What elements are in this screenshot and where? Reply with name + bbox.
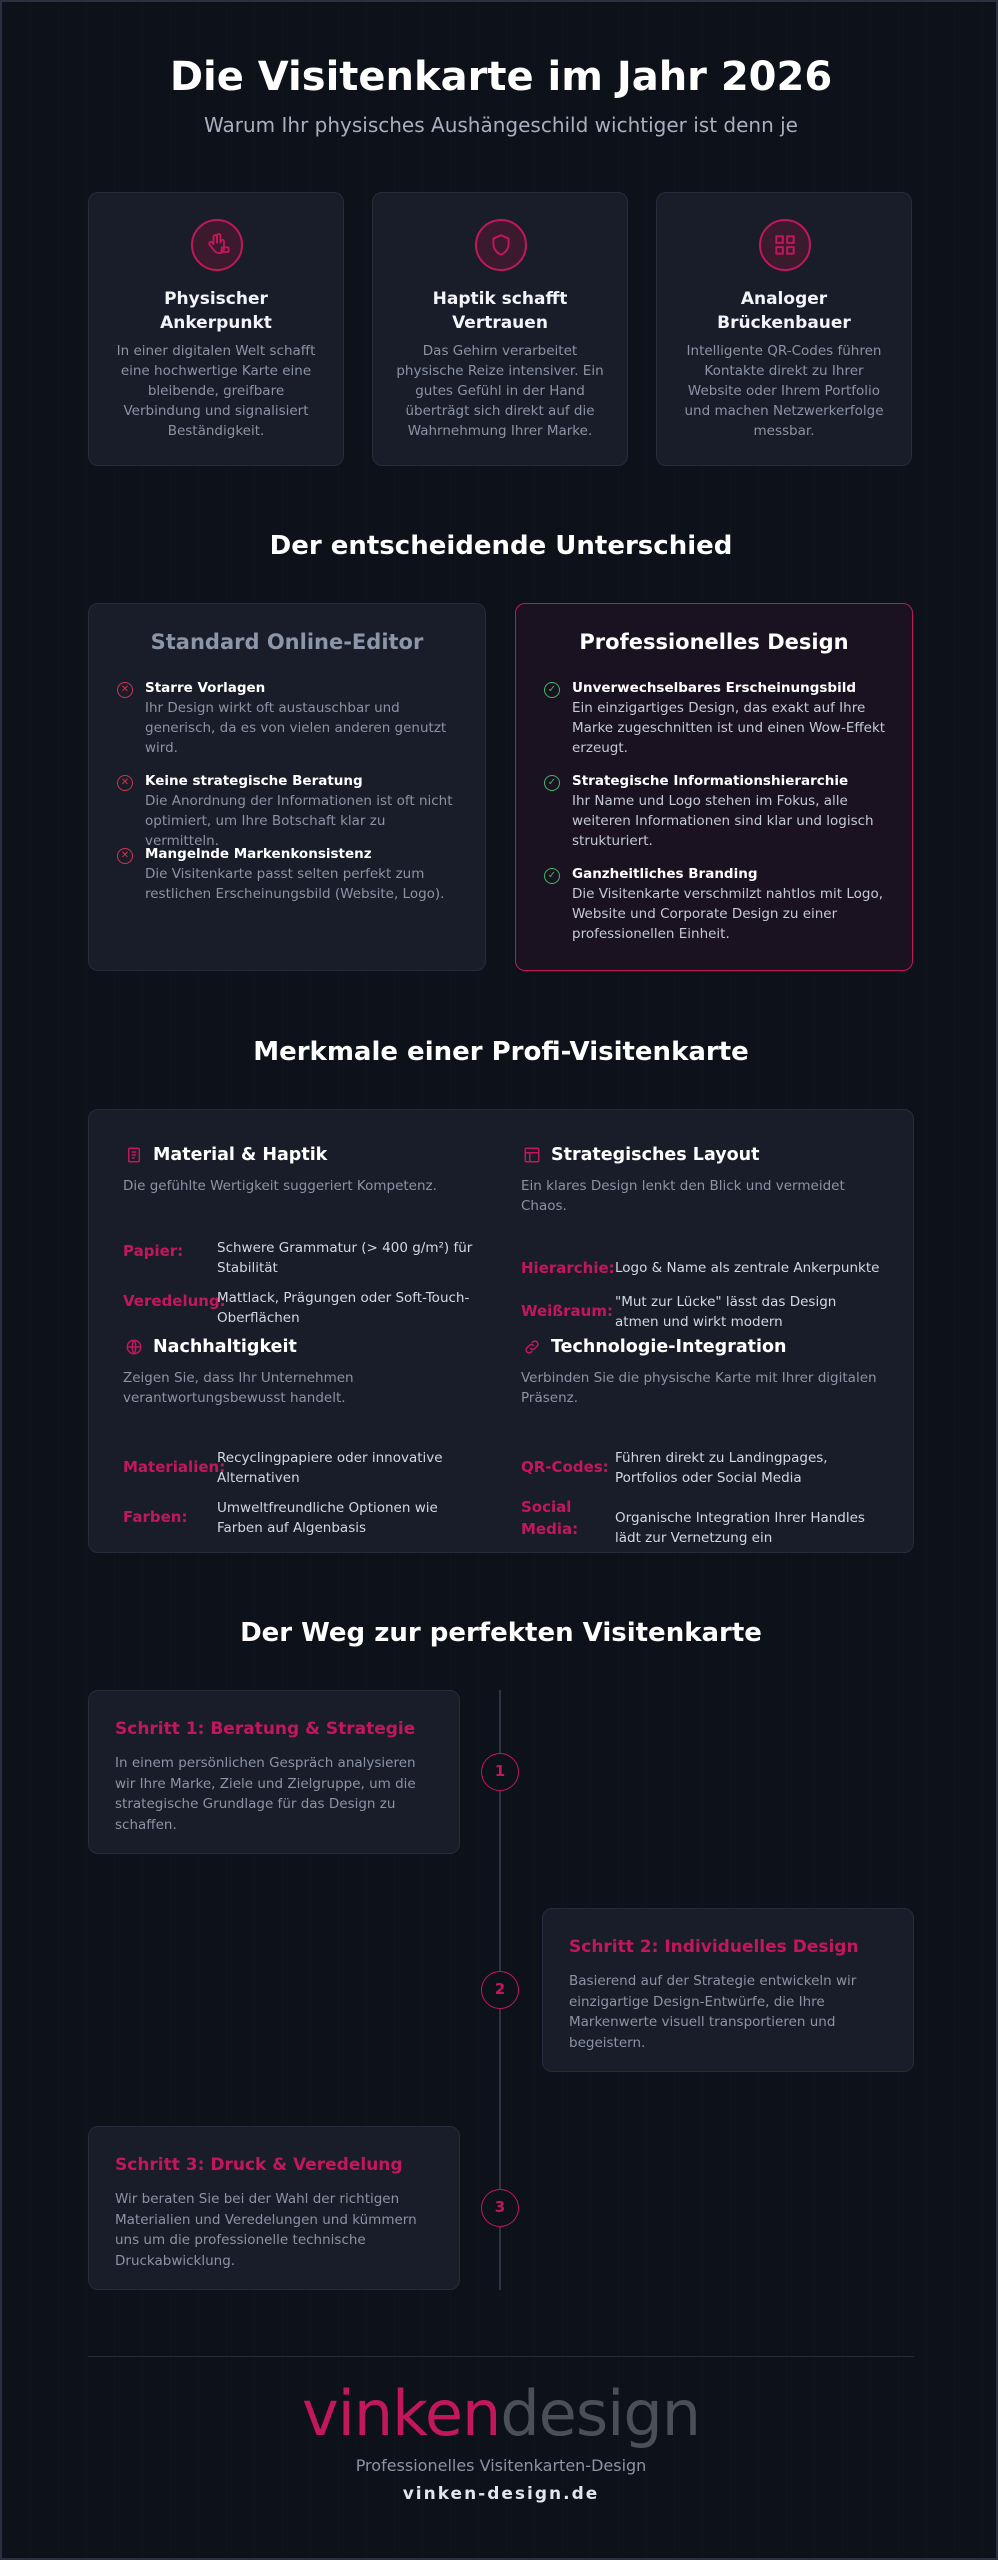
- link-icon: [521, 1336, 543, 1358]
- step-marker-1: 1: [481, 1753, 519, 1791]
- feature-desc: Intelligente QR-Codes führen Kontakte direkt zu Ihrer Website oder Ihrem Portfolio und machen Netzwerkerfolge messbar.: [684, 343, 884, 439]
- block-heading: [123, 1142, 483, 1168]
- section-title-features: Merkmale einer Profi-Visitenkarte: [253, 1037, 749, 1067]
- section-title-process: Der Weg zur perfekten Visitenkarte: [240, 1618, 762, 1648]
- feature-card-bridge: [656, 192, 912, 466]
- feature-block-sustainability: [123, 1334, 483, 1534]
- hand-card-icon: [191, 219, 243, 271]
- feature-title: Physischer Ankerpunkt: [160, 289, 272, 333]
- spec-key: Materialien:: [123, 1458, 226, 1476]
- block-desc: Ein klares Design lenkt den Blick und vermeidet Chaos.: [521, 1178, 845, 1214]
- item-desc: Ihr Design wirkt oft austauschbar und generisch, da es von vielen anderen genutzt wird.: [145, 700, 447, 756]
- item-title: Mangelnde Markenkonsistenz: [145, 846, 372, 862]
- step-marker-2: 2: [481, 1971, 519, 2009]
- footer-url[interactable]: vinken-design.de: [402, 2484, 600, 2504]
- list-item: [117, 845, 463, 904]
- step-desc: Basierend auf der Strategie entwickeln wir einzigartige Design-Entwürfe, die Ihre Markenwerte visuell transportieren und begeistern.: [569, 1973, 857, 2051]
- spec-value: Organische Integration Ihrer Handles lädt zur Vernetzung ein: [615, 1510, 865, 1546]
- step-title: Schritt 2: Individuelles Design: [569, 1937, 859, 1957]
- section-title-compare: Der entscheidende Unterschied: [269, 531, 733, 561]
- spec-key: Farben:: [123, 1508, 188, 1526]
- logo-part-1: vinken: [301, 2377, 501, 2450]
- block-desc: Verbinden Sie die physische Karte mit Ihrer digitalen Präsenz.: [521, 1370, 877, 1406]
- spec-value: Mattlack, Prägungen oder Soft-Touch-Oberflächen: [217, 1290, 470, 1326]
- feature-block-technology: [521, 1334, 881, 1546]
- spec-key: Papier:: [123, 1242, 184, 1260]
- layout-icon: [521, 1144, 543, 1166]
- standard-heading: Standard Online-Editor: [150, 630, 424, 654]
- block-title: Strategisches Layout: [551, 1145, 760, 1165]
- shield-icon: [475, 219, 527, 271]
- spec-value: "Mut zur Lücke" lässt das Design atmen und wirkt modern: [615, 1294, 837, 1330]
- list-item: [544, 772, 890, 851]
- feature-desc: Das Gehirn verarbeitet physische Reize intensiver. Ein gutes Gefühl in der Hand überträgt sich direkt auf die Wahrnehmung Ihrer Marke.: [396, 343, 604, 439]
- feature-card-trust: [372, 192, 628, 466]
- item-title: Keine strategische Beratung: [145, 773, 363, 789]
- footer-divider: [88, 2356, 914, 2357]
- item-title: Unverwechselbares Erscheinungsbild: [572, 680, 856, 696]
- cross-icon: ✕: [117, 682, 133, 698]
- spec-key: Social Media:: [521, 1498, 579, 1538]
- feature-block-layout: [521, 1142, 881, 1332]
- cross-icon: ✕: [117, 848, 133, 864]
- block-heading: [521, 1142, 881, 1168]
- item-title: Strategische Informationshierarchie: [572, 773, 849, 789]
- pro-design-card: [515, 603, 913, 971]
- step-desc: In einem persönlichen Gespräch analysieren wir Ihre Marke, Ziele und Zielgruppe, um die strategische Grundlage für das Design zu schaffen.: [115, 1755, 416, 1833]
- step-card-3: [88, 2126, 460, 2290]
- spec-key: Hierarchie:: [521, 1259, 615, 1277]
- check-icon: ✓: [544, 775, 560, 791]
- globe-icon: [123, 1336, 145, 1358]
- item-desc: Ein einzigartiges Design, das exakt auf Ihre Marke zugeschnitten ist und einen Wow-Effekt erzeugt.: [572, 700, 886, 756]
- feature-desc: In einer digitalen Welt schafft eine hochwertige Karte eine bleibende, greifbare Verbindung und signalisiert Beständigkeit.: [116, 343, 316, 439]
- item-desc: Ihr Name und Logo stehen im Fokus, alle weiteren Informationen sind klar und logisch strukturiert.: [572, 793, 874, 849]
- block-desc: Die gefühlte Wertigkeit suggeriert Kompetenz.: [123, 1178, 437, 1194]
- item-desc: Die Visitenkarte passt selten perfekt zum restlichen Erscheinungsbild (Website, Logo).: [145, 866, 445, 902]
- pro-heading: Professionelles Design: [579, 630, 849, 654]
- block-title: Material & Haptik: [153, 1145, 328, 1165]
- spec-key: Veredelung:: [123, 1292, 226, 1310]
- step-card-1: [88, 1690, 460, 1854]
- item-title: Ganzheitliches Branding: [572, 866, 758, 882]
- step-title: Schritt 1: Beratung & Strategie: [115, 1719, 416, 1739]
- brand-logo: [2, 2376, 998, 2452]
- spec-value: Recyclingpapiere oder innovative Alternativen: [217, 1450, 443, 1486]
- step-desc: Wir beraten Sie bei der Wahl der richtigen Materialien und Veredelungen und kümmern uns um die professionelle technische Druckabwicklung.: [115, 2191, 417, 2269]
- page-title: Die Visitenkarte im Jahr 2026: [169, 54, 833, 100]
- feature-block-material: [123, 1142, 483, 1332]
- step-title: Schritt 3: Druck & Veredelung: [115, 2155, 403, 2175]
- spec-key: QR-Codes:: [521, 1458, 609, 1476]
- logo-part-2: design: [500, 2377, 701, 2450]
- check-icon: ✓: [544, 682, 560, 698]
- block-title: Technologie-Integration: [551, 1337, 787, 1357]
- item-desc: Die Visitenkarte verschmilzt nahtlos mit Logo, Website und Corporate Design zu einer professionellen Einheit.: [572, 886, 884, 942]
- list-item: [117, 772, 463, 851]
- footer-tagline: Professionelles Visitenkarten-Design: [355, 2456, 647, 2475]
- cross-icon: ✕: [117, 775, 133, 791]
- feature-title: Haptik schafft Vertrauen: [432, 289, 568, 333]
- page-subtitle: Warum Ihr physisches Aushängeschild wichtiger ist denn je: [204, 113, 798, 137]
- spec-value: Führen direkt zu Landingpages, Portfolios oder Social Media: [615, 1450, 828, 1486]
- block-title: Nachhaltigkeit: [153, 1337, 297, 1357]
- standard-editor-card: [88, 603, 486, 971]
- step-card-2: [542, 1908, 914, 2072]
- feature-title: Analoger Brückenbauer: [717, 289, 851, 333]
- document-icon: [123, 1144, 145, 1166]
- block-heading: [123, 1334, 483, 1360]
- spec-value: Schwere Grammatur (> 400 g/m²) für Stabilität: [217, 1240, 473, 1276]
- spec-value: Logo & Name als zentrale Ankerpunkte: [615, 1260, 880, 1276]
- feature-card-anchor: [88, 192, 344, 466]
- check-icon: ✓: [544, 868, 560, 884]
- list-item: [117, 679, 463, 758]
- list-item: [544, 679, 890, 758]
- block-heading: [521, 1334, 881, 1360]
- features-panel: [88, 1109, 914, 1553]
- spec-value: Umweltfreundliche Optionen wie Farben auf Algenbasis: [217, 1500, 438, 1536]
- block-desc: Zeigen Sie, dass Ihr Unternehmen verantwortungsbewusst handelt.: [123, 1370, 354, 1406]
- item-desc: Die Anordnung der Informationen ist oft nicht optimiert, um Ihre Botschaft klar zu vermitteln.: [145, 793, 453, 849]
- item-title: Starre Vorlagen: [145, 680, 266, 696]
- spec-key: Weißraum:: [521, 1302, 613, 1320]
- list-item: [544, 865, 890, 944]
- qr-grid-icon: [759, 219, 811, 271]
- step-marker-3: 3: [481, 2189, 519, 2227]
